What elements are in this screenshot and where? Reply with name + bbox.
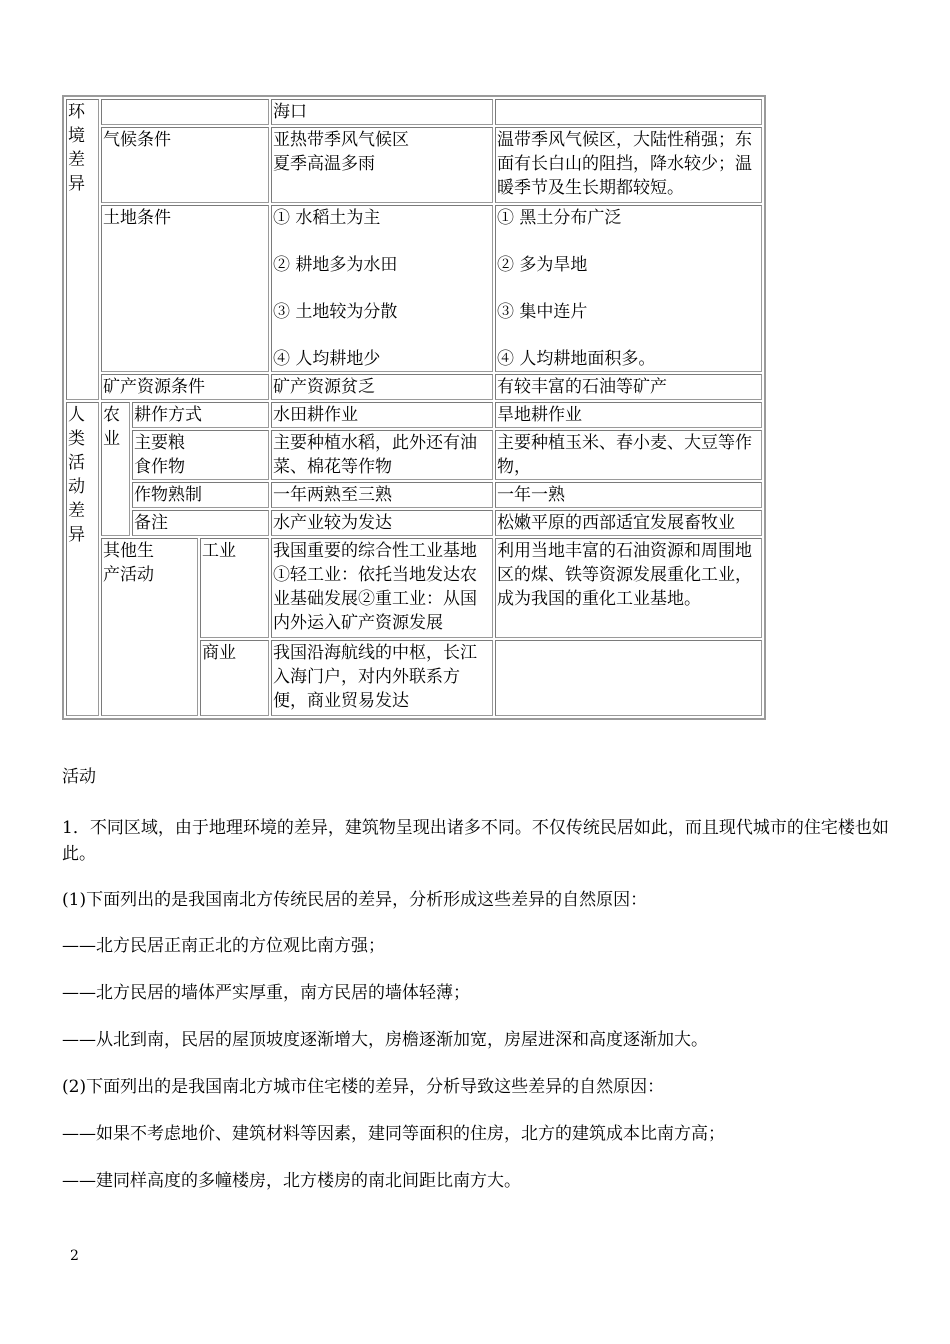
crops-b: 主要种植玉米、春小麦、大豆等作物， xyxy=(495,430,762,480)
question-1-item-c: ——从北到南，民居的屋顶坡度逐渐增大，房檐逐渐加宽，房屋进深和高度逐渐加大。 xyxy=(62,1030,708,1050)
harvest-label: 作物熟制 xyxy=(132,482,269,508)
industry-row xyxy=(66,538,762,638)
industry-label: 工业 xyxy=(200,538,269,638)
harvest-a: 一年两熟至三熟 xyxy=(271,482,493,508)
land-b-item-4: ④ 人均耕地面积多。 xyxy=(497,349,656,369)
land-a-item-1: ① 水稻土为主 xyxy=(273,208,381,228)
farming-a: 水田耕作业 xyxy=(271,402,493,428)
notes-a: 水产业较为发达 xyxy=(271,510,493,536)
farming-row xyxy=(66,402,762,428)
land-row xyxy=(66,205,762,372)
land-b-item-1: ① 黑土分布广泛 xyxy=(497,208,622,228)
farming-b: 旱地耕作业 xyxy=(495,402,762,428)
land-b-item-3: ③ 集中连片 xyxy=(497,302,588,322)
climate-row xyxy=(66,127,762,203)
crops-label xyxy=(132,430,269,480)
notes-label: 备注 xyxy=(132,510,269,536)
crops-label-text: 主要粮食作物 xyxy=(134,433,185,477)
paragraph-1: 1．不同区域，由于地理环境的差异，建筑物呈现出诸多不同。不仅传统民居如此，而且现代城市的住宅楼也如此。 xyxy=(62,818,889,864)
land-b-item-2: ② 多为旱地 xyxy=(497,255,588,275)
harvest-b: 一年一熟 xyxy=(495,482,762,508)
land-a-item-4: ④ 人均耕地少 xyxy=(273,349,381,369)
harvest-row xyxy=(66,482,762,508)
crops-a: 主要种植水稻，此外还有油菜、棉花等作物 xyxy=(271,430,493,480)
question-1-item-b: ——北方民居的墙体严实厚重，南方民居的墙体轻薄； xyxy=(62,983,470,1003)
industry-b: 利用当地丰富的石油资源和周围地区的煤、铁等资源发展重化工业，成为我国的重化工业基地。 xyxy=(495,538,762,638)
mineral-row xyxy=(66,374,762,400)
land-b xyxy=(495,205,762,372)
activity-heading: 活动 xyxy=(62,767,96,787)
land-a-item-2: ② 耕地多为水田 xyxy=(273,255,398,275)
human-header-cell xyxy=(66,402,99,716)
climate-a xyxy=(271,127,493,203)
question-1: (1)下面列出的是我国南北方传统民居的差异，分析形成这些差异的自然原因： xyxy=(62,890,648,910)
question-2-item-a: ——如果不考虑地价、建筑材料等因素，建同等面积的住房，北方的建筑成本比南方高； xyxy=(62,1124,725,1144)
agriculture-cell xyxy=(101,402,130,536)
mineral-label: 矿产资源条件 xyxy=(101,374,269,400)
question-2: (2)下面列出的是我国南北方城市住宅楼的差异，分析导致这些差异的自然原因： xyxy=(62,1077,665,1097)
notes-row xyxy=(66,510,762,536)
question-1-item-a: ——北方民居正南正北的方位观比南方强； xyxy=(62,936,385,956)
col-a-header: 海口 xyxy=(271,99,493,125)
land-a-item-3: ③ 土地较为分散 xyxy=(273,302,398,322)
land-a xyxy=(271,205,493,372)
human-header: 人类活动差异 xyxy=(68,405,85,545)
land-label: 土地条件 xyxy=(101,205,269,372)
farming-label: 耕作方式 xyxy=(132,402,269,428)
agriculture-label: 农业 xyxy=(103,405,120,449)
climate-a-line-1: 亚热带季风气候区 xyxy=(273,130,409,150)
header-blank-cell xyxy=(101,99,269,125)
question-2-item-b: ——建同样高度的多幢楼房，北方楼房的南北间距比南方大。 xyxy=(62,1171,521,1191)
climate-label: 气候条件 xyxy=(101,127,269,203)
commerce-a: 我国沿海航线的中枢，长江入海门户，对内外联系方便，商业贸易发达 xyxy=(271,640,493,716)
mineral-a: 矿产资源贫乏 xyxy=(271,374,493,400)
mineral-b: 有较丰富的石油等矿产 xyxy=(495,374,762,400)
industry-a: 我国重要的综合性工业基地①轻工业：依托当地发达农业基础发展②重工业：从国内外运入矿产资源发展 xyxy=(271,538,493,638)
env-header: 环境差异 xyxy=(68,102,85,194)
crops-row xyxy=(66,430,762,480)
col-b-header xyxy=(495,99,762,125)
other-label: 其他生产活动 xyxy=(103,541,154,585)
climate-a-line-2: 夏季高温多雨 xyxy=(273,154,375,174)
other-label-cell xyxy=(101,538,198,716)
commerce-label: 商业 xyxy=(200,640,269,716)
page-number: 2 xyxy=(70,1248,79,1264)
climate-b: 温带季风气候区，大陆性稍强；东面有长白山的阻挡，降水较少；温暖季节及生长期都较短。 xyxy=(495,127,762,203)
env-header-cell xyxy=(66,99,99,400)
table-header-row xyxy=(66,99,762,125)
comparison-table xyxy=(62,95,766,720)
commerce-b xyxy=(495,640,762,716)
notes-b: 松嫩平原的西部适宜发展畜牧业 xyxy=(495,510,762,536)
